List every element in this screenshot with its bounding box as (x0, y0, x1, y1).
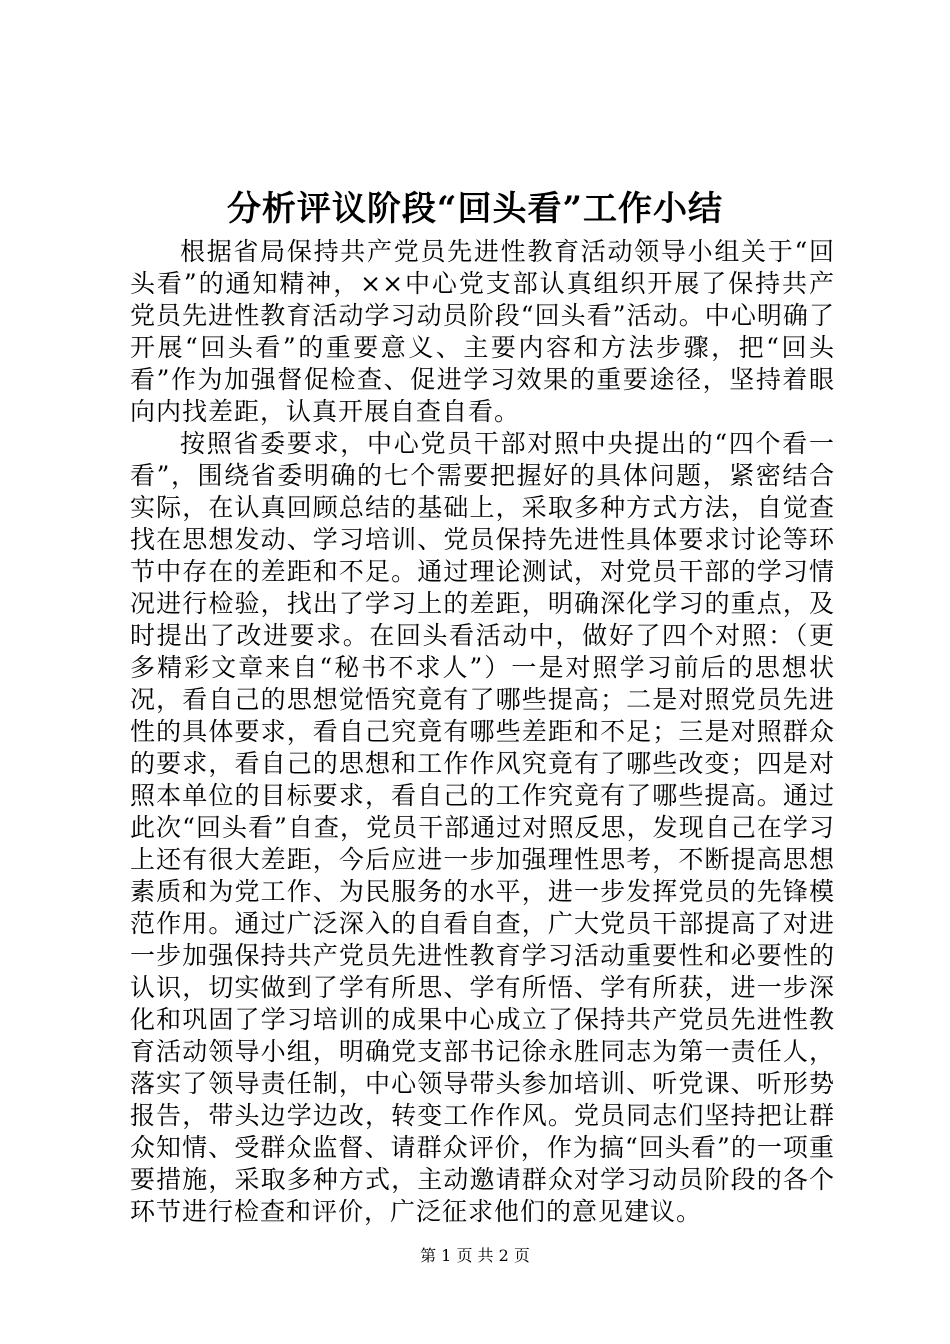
paragraph-1: 根据省局保持共产党员先进性教育活动领导小组关于“回头看”的通知精神，××中心党支部认真组织开展了保持共产党员先进性教育活动学习动员阶段“回头看”活动。中心明确了开展“回头看”的重要意义、主要内容和方法步骤，把“回头看”作为加强督促检查、促进学习效果的重要途径，坚持着眼向内找差距，认真开展自查自看。 (130, 237, 835, 426)
page-footer: 第 1 页 共 2 页 (420, 1246, 530, 1265)
paragraph-2: 按照省委要求，中心党员干部对照中央提出的“四个看一看”，围绕省委明确的七个需要把握好的具体问题，紧密结合实际，在认真回顾总结的基础上，采取多种方式方法，自觉查找在思想发动、学习培训、党员保持先进性具体要求讨论等环节中存在的差距和不足。通过理论测试，对党员干部的学习情况进行检验，找出了学习上的差距，明确深化学习的重点，及时提出了改进要求。在回头看活动中，做好了四个对照：（更多精彩文章来自“秘书不求人”）一是对照学习前后的思想状况，看自己的思想觉悟究竟有了哪些提高；二是对照党员先进性的具体要求，看自己究竟有哪些差距和不足；三是对照群众的要求，看自己的思想和工作作风究竟有了哪些改变；四是对照本单位的目标要求，看自己的工作究竟有了哪些提高。通过此次“回头看”自查，党员干部通过对照反思，发现自己在学习上还有很大差距，今后应进一步加强理性思考，不断提高思想素质和为党工作、为民服务的水平，进一步发挥党员的先锋模范作用。通过广泛深入的自看自查，广大党员干部提高了对进一步加强保持共产党员先进性教育学习活动重要性和必要性的认识，切实做到了学有所思、学有所悟、学有所获，进一步深化和巩固了学习培训的成果中心成立了保持共产党员先进性教育活动领导小组，明确党支部书记徐永胜同志为第一责任人，落实了领导责任制，中心领导带头参加培训、听党课、听形势报告，带头边学边改，转变工作作风。党员同志们坚持把让群众知情、受群众监督、请群众评价，作为搞“回头看”的一项重要措施，采取多种方式，主动邀请群众对学习动员阶段的各个环节进行检查和评价，广泛征求他们的意见建议。 (130, 429, 835, 1226)
document-body (130, 236, 835, 1228)
document-title: 分析评议阶段“回头看”工作小结 (226, 189, 724, 229)
